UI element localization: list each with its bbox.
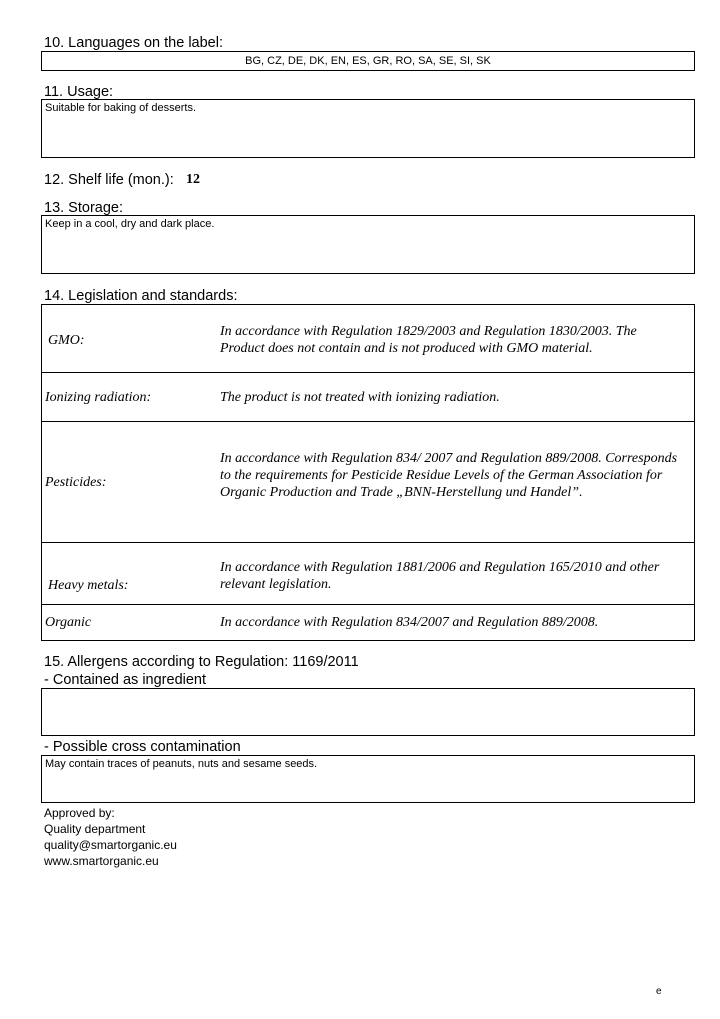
- organic-label: Organic: [42, 605, 221, 641]
- languages-heading: 10. Languages on the label:: [44, 35, 223, 51]
- legislation-heading: 14. Legislation and standards:: [44, 288, 238, 304]
- ionizing-text: The product is not treated with ionizing radiation.: [220, 373, 695, 422]
- usage-heading: 11. Usage:: [44, 84, 114, 100]
- languages-box: [41, 51, 695, 71]
- footer-mark: e: [656, 986, 662, 997]
- contained-box: [41, 688, 695, 736]
- storage-box: [41, 215, 695, 274]
- legislation-table: [41, 304, 695, 641]
- approved-by: Approved by:: [44, 806, 115, 820]
- storage-value: Keep in a cool, dry and dark place.: [45, 218, 215, 230]
- legislation-row-heavy-metals: [42, 543, 695, 605]
- contained-heading: - Contained as ingredient: [44, 672, 211, 689]
- allergens-heading: 15. Allergens according to Regulation: 1169/2011: [44, 654, 359, 670]
- organic-text: In accordance with Regulation 834/2007 and Regulation 889/2008.: [220, 605, 695, 641]
- pesticides-text: In accordance with Regulation 834/ 2007 and Regulation 889/2008. Corresponds to the requirements for Pesticide Residue Levels of the German Association for Organic Production and Trade „BNN-Herstellung und Handel”.: [220, 422, 695, 543]
- ionizing-label: Ionizing radiation:: [42, 373, 221, 422]
- legislation-row-ionizing: [42, 373, 695, 422]
- usage-value: Suitable for baking of desserts.: [45, 102, 197, 114]
- legislation-row-gmo: [42, 305, 695, 373]
- legislation-row-pesticides: [42, 422, 695, 543]
- languages-value: BG, CZ, DE, DK, EN, ES, GR, RO, SA, SE, SI, SK: [245, 55, 491, 67]
- usage-box: [41, 99, 695, 158]
- approval-email: quality@smartorganic.eu: [44, 838, 177, 852]
- approval-block: [44, 805, 177, 869]
- cross-contamination-value: May contain traces of peanuts, nuts and sesame seeds.: [45, 758, 318, 770]
- legislation-row-organic: [42, 605, 695, 641]
- approval-website: www.smartorganic.eu: [44, 854, 159, 868]
- heavy-metals-label: Heavy metals:: [42, 543, 221, 605]
- gmo-text: In accordance with Regulation 1829/2003 and Regulation 1830/2003. The Product does not contain and is not produced with GMO material.: [220, 305, 695, 373]
- heavy-metals-text: In accordance with Regulation 1881/2006 and Regulation 165/2010 and other relevant legislation.: [220, 543, 695, 605]
- shelf-life-value: 12: [186, 172, 200, 187]
- shelf-life-heading: 12. Shelf life (mon.):: [44, 172, 174, 188]
- storage-heading: 13. Storage:: [44, 200, 123, 216]
- cross-contamination-box: [41, 755, 695, 803]
- pesticides-label: Pesticides:: [42, 422, 221, 543]
- cross-contamination-heading: - Possible cross contamination: [44, 739, 241, 755]
- gmo-label: GMO:: [42, 305, 221, 373]
- quality-department: Quality department: [44, 822, 146, 836]
